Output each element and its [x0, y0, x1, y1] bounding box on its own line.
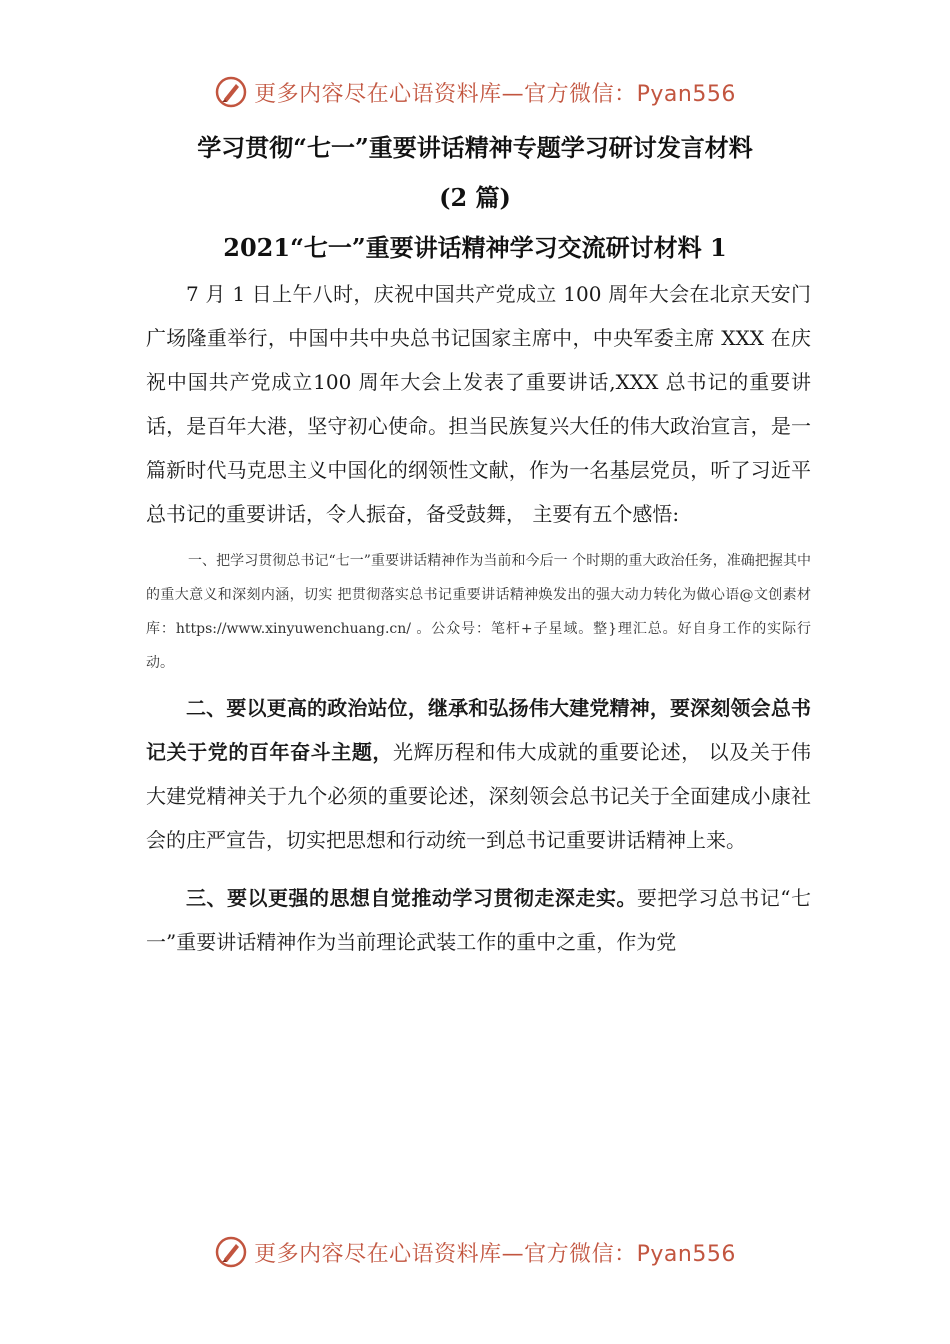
banner-text: 更多内容尽在心语资料库—官方微信：Pyan556: [254, 1241, 736, 1267]
point-two-text: 光辉历程和伟大成就的重要论述， 以及关于伟大建党精神关于九个必须的重要论述，深刻领会总书记关于全面建成小康社会的庄严宣告，切实把思想和行动统一到总书记重要讲话精神上来。: [146, 740, 812, 852]
footer-banner: [0, 1232, 950, 1272]
point-three-paragraph: [146, 876, 811, 964]
point-three-text: 要把学习总书记“七一”重要讲话精神作为当前理论武装工作的重中之重，作为党: [146, 886, 811, 954]
point-two-paragraph: [146, 686, 811, 862]
point-one-paragraph: 一、把学习贯彻总书记“七一”重要讲话精神作为当前和今后一 个时期的重大政治任务，准确把握其中的重大意义和深刻内涵，切实 把贯彻落实总书记重要讲话精神焕发出的强大动力转化为做心语@文创素材库：https://www.xinyuwenchuang.cn/ 。公众号：笔杆+子星域。整}理汇总。好自身工作的实际行动。: [146, 553, 811, 671]
header-banner: [0, 72, 950, 112]
point-three-lead: 三、要以更强的思想自觉推动学习贯彻走深走实。: [186, 886, 637, 910]
document-title: 学习贯彻“七一”重要讲话精神专题学习研讨发言材料: [197, 133, 753, 162]
document-title-count: (2 篇): [439, 183, 511, 212]
intro-paragraph: 7 月 1 日上午八时，庆祝中国共产党成立 100 周年大会在北京天安门广场隆重举行，中国中共中央总书记国家主席中，中央军委主席 XXX 在庆祝中国共产党成立100 周年大会上发表了重要讲话,XXX 总书记的重要讲话，是百年大港，坚守初心使命。担当民族复兴大任的伟大政治宣言，是一篇新时代马克思主义中国化的纲领性文献，作为一名基层党员，听了习近平总书记的重要讲话，令人振奋，备受鼓舞， 主要有五个感悟:: [146, 282, 811, 526]
banner-text: 更多内容尽在心语资料库—官方微信：Pyan556: [254, 81, 736, 107]
point-two-lead: 二、要以更高的政治站位，继承和弘扬伟大建党精神，要深刻领会总书记关于党的百年奋斗主题，: [146, 696, 811, 764]
pen-seal-icon: [214, 75, 248, 109]
pen-seal-icon: [214, 1235, 248, 1269]
document-subtitle: 2021“七一”重要讲话精神学习交流研讨材料 1: [223, 233, 727, 262]
document-body: [146, 272, 811, 964]
